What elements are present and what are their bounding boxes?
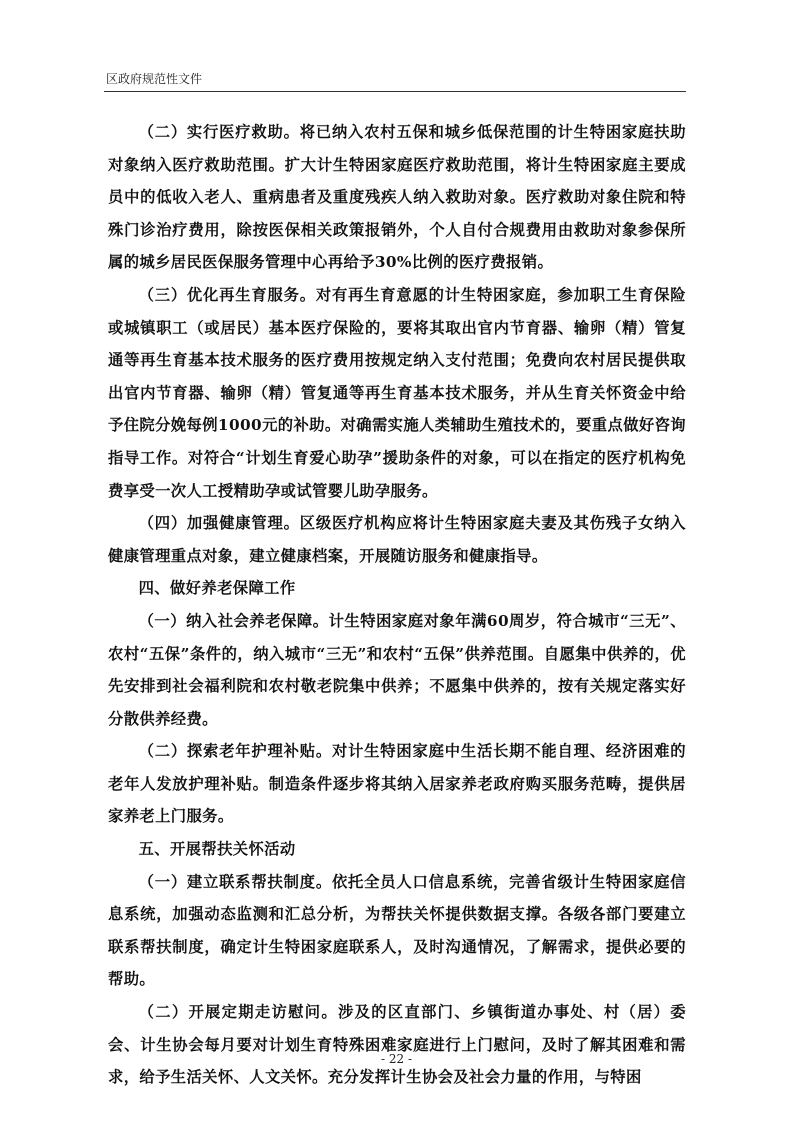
section-heading-elderly-care: 四、做好养老保障工作 — [138, 579, 296, 598]
paragraph-contact-assistance: （一）建立联系帮扶制度。依托全员人口信息系统，完善省级计生特困家庭信息系统，加强动态监测和汇总分析，为帮扶关怀提供数据支撑。各级各部门要建立联系帮扶制度，确定计生特困家庭联系人，及时沟通情况，了解需求，提供必要的帮助。 — [108, 872, 686, 989]
paragraph-medical-aid: （二）实行医疗救助。将已纳入农村五保和城乡低保范围的计生特困家庭扶助对象纳入医疗救助范围。扩大计生特困家庭医疗救助范围，将计生特困家庭主要成员中的低收入老人、重病患者及重度残疾人纳入救助对象。医疗救助对象住院和特殊门诊治疗费用，除按医保相关政策报销外，个人自付合规费用由救助对象参保所属的城乡居民医保服务管理中心再给予30%比例的医疗费报销。 — [108, 123, 686, 272]
paragraph-nursing-subsidy: （二）探索老年护理补贴。对计生特困家庭中生活长期不能自理、经济困难的老年人发放护理补贴。制造条件逐步将其纳入居家养老政府购买服务范畴，提供居家养老上门服务。 — [108, 742, 686, 826]
document-body — [108, 116, 686, 1094]
page-number: - 22 - — [380, 1052, 412, 1066]
paragraph-health-management: （四）加强健康管理。区级医疗机构应将计生特困家庭夫妻及其伤残子女纳入健康管理重点对象，建立健康档案，开展随访服务和健康指导。 — [108, 514, 686, 565]
paragraph-reproductive-services: （三）优化再生育服务。对有再生育意愿的计生特困家庭，参加职工生育保险或城镇职工（或居民）基本医疗保险的，要将其取出官内节育器、输卵（精）管复通等再生育基本技术服务的医疗费用按规定纳入支付范围；免费向农村居民提供取出官内节育器、输卵（精）管复通等再生育基本技术服务，并从生育关怀资金中给予住院分娩每例1000元的补助。对确需实施人类辅助生殖技术的，要重点做好咨询指导工作。对符合“计划生育爱心助孕”援助条件的对象，可以在指定的医疗机构免费享受一次人工授精助孕或试管婴儿助孕服务。 — [108, 285, 686, 500]
section-heading-care-activities: 五、开展帮扶关怀活动 — [138, 840, 296, 859]
header-divider — [104, 91, 686, 92]
running-header: 区政府规范性文件 — [106, 72, 203, 86]
paragraph-social-pension: （一）纳入社会养老保障。计生特困家庭对象年满60周岁，符合城市“三无”、农村“五保”条件的，纳入城市“三无”和农村“五保”供养范围。自愿集中供养的，优先安排到社会福利院和农村敬老院集中供养；不愿集中供养的，按有关规定落实好分散供养经费。 — [108, 611, 686, 728]
paragraph-regular-visits: （二）开展定期走访慰问。涉及的区直部门、乡镇街道办事处、村（居）委会、计生协会每月要对计划生育特殊困难家庭进行上门慰问，及时了解其困难和需求，给予生活关怀、人文关怀。充分发挥计生协会及社会力量的作用，与特困 — [108, 1003, 686, 1087]
